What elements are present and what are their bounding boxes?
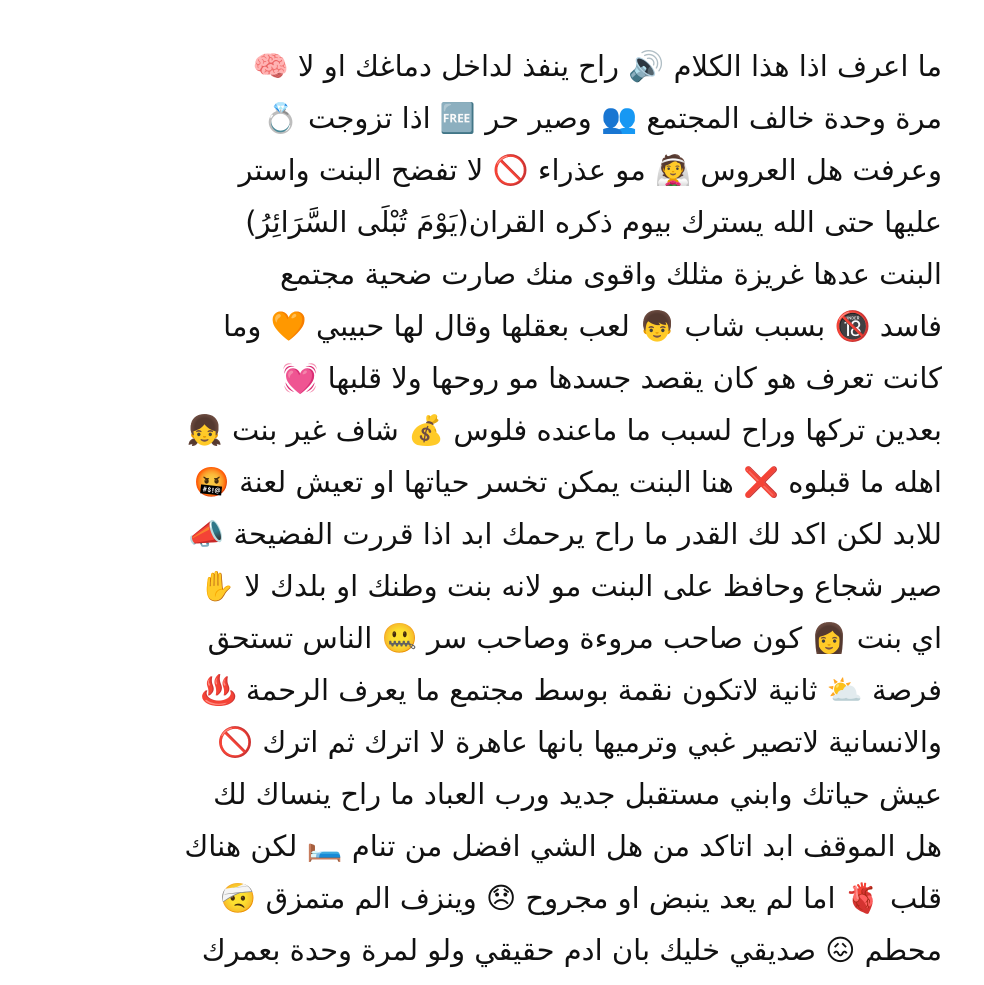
message-text	[80, 40, 942, 976]
text-line-17: قلب 🫀 اما لم يعد ينبض او مجروح 😞 وينزف الم متمزق 🤕	[220, 881, 942, 915]
text-line-3: وعرفت هل العروس 👰 مو عذراء 🚫 لا تفضح البنت واستر	[238, 153, 942, 187]
text-line-7: كانت تعرف هو كان يقصد جسدها مو روحها ولا قلبها 💓	[282, 361, 942, 395]
text-line-16: هل الموقف ابد اتاكد من هل الشي افضل من تنام 🛏️ لكن هناك	[184, 829, 942, 863]
text-line-2: مرة وحدة خالف المجتمع 👥 وصير حر 🆓 اذا تزوجت 💍	[262, 101, 942, 135]
text-line-12: اي بنت 👩 كون صاحب مروءة وصاحب سر 🤐 الناس تستحق	[207, 621, 942, 655]
text-line-11: صير شجاع وحافظ على البنت مو لانه بنت وطنك او بلدك لا ✋	[198, 569, 942, 603]
text-line-10: للابد لكن اكد لك القدر ما راح يرحمك ابد اذا قررت الفضيحة 📣	[188, 517, 942, 551]
text-line-15: عيش حياتك وابني مستقبل جديد ورب العباد ما راح ينساك لك	[213, 777, 942, 811]
text-line-1: ما اعرف اذا هذا الكلام 🔊 راح ينفذ لداخل دماغك او لا 🧠	[252, 49, 942, 83]
text-line-5: البنت عدها غريزة مثلك واقوى منك صارت ضحية مجتمع	[280, 257, 942, 291]
text-line-14: والانسانية لاتصير غبي وترميها بانها عاهرة لا اترك ثم اترك 🚫	[217, 725, 942, 759]
text-line-13: فرصة ⛅ ثانية لاتكون نقمة بوسط مجتمع ما يعرف الرحمة ♨️	[200, 673, 942, 707]
text-line-8: بعدين تركها وراح لسبب ما ماعنده فلوس 💰 شاف غير بنت 👧	[186, 413, 942, 447]
text-line-9: اهله ما قبلوه ❌ هنا البنت يمكن تخسر حياتها او تعيش لعنة 🤬	[193, 465, 942, 499]
text-line-4: عليها حتى الله يسترك بيوم ذكره القران(يَوْمَ تُبْلَى السَّرَائِرُ)	[245, 205, 942, 239]
text-line-6: فاسد 🔞 بسبب شاب 👦 لعب بعقلها وقال لها حبيبي 🧡 وما	[223, 309, 942, 343]
text-line-18: محطم 😖 صديقي خليك بان ادم حقيقي ولو لمرة وحدة بعمرك	[201, 933, 942, 967]
